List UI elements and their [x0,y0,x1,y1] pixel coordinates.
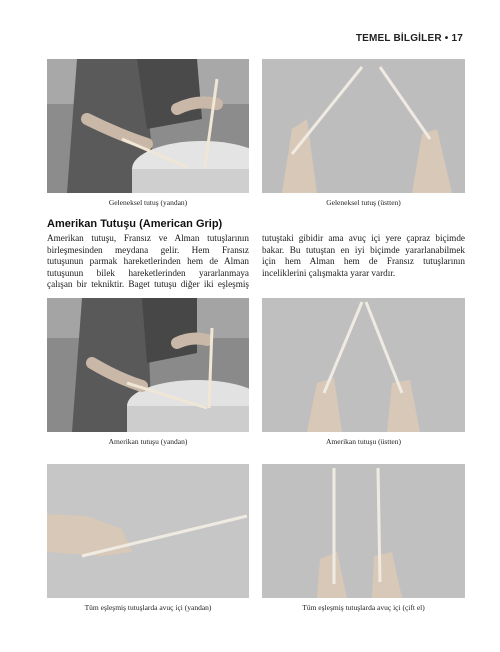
figure-caption: Tüm eşleşmiş tutuşlarda avuç içi (çift el) [302,603,425,612]
photo-matched-grip-palm-two-hands [262,464,465,598]
page-number: 17 [451,33,463,44]
photo-traditional-grip-side [47,59,249,193]
body-text-line: bakar. Bu tutuştan en iyi biçimde yararlanabilmek [262,244,465,255]
section-title: Amerikan Tutuşu (American Grip) [47,218,223,230]
running-head-section: TEMEL BİLGİLER [355,33,442,44]
photo-matched-grip-palm-side [47,464,249,598]
figure-caption: Geleneksel tutuş (yandan) [108,198,188,207]
photo-traditional-grip-top [262,59,465,193]
figure-caption: Amerikan tutuşu (yandan) [108,437,188,446]
figure-caption: Amerikan tutuşu (üstten) [326,437,401,446]
body-text-line: tutuştaki gibidir ama avuç içi yere çapraz biçimde [262,233,465,243]
body-text-right-column [262,233,465,279]
body-text-line: için hem Alman hem de Fransız tutuşlarının [262,256,465,267]
body-text-line: tutuşunun bilek hareketlerinden yararlanmaya [47,267,249,278]
body-text-line: çalışan bir tekniktir. Baget tutuşu diğer iki eşleşmiş [47,279,249,290]
photo-american-grip-top [262,298,465,432]
figure-caption: Tüm eşleşmiş tutuşlarda avuç içi (yandan) [84,603,212,612]
body-text-left-column [47,233,249,291]
body-text-line: tutuşunun parmak hareketlerinden hem de Alman [47,256,249,267]
photo-american-grip-side [47,298,249,432]
body-text-line: Amerikan tutuşu, Fransız ve Alman tutuşlarının [47,233,249,243]
body-text-line: birleşmesinden meydana gelir. Hem Fransız [47,244,249,255]
body-text-line: inceliklerini çalışmakta yarar vardır. [262,267,396,278]
running-head [356,33,463,44]
figure-caption: Geleneksel tutuş (üstten) [326,198,401,207]
running-head-bullet: • [444,33,449,44]
